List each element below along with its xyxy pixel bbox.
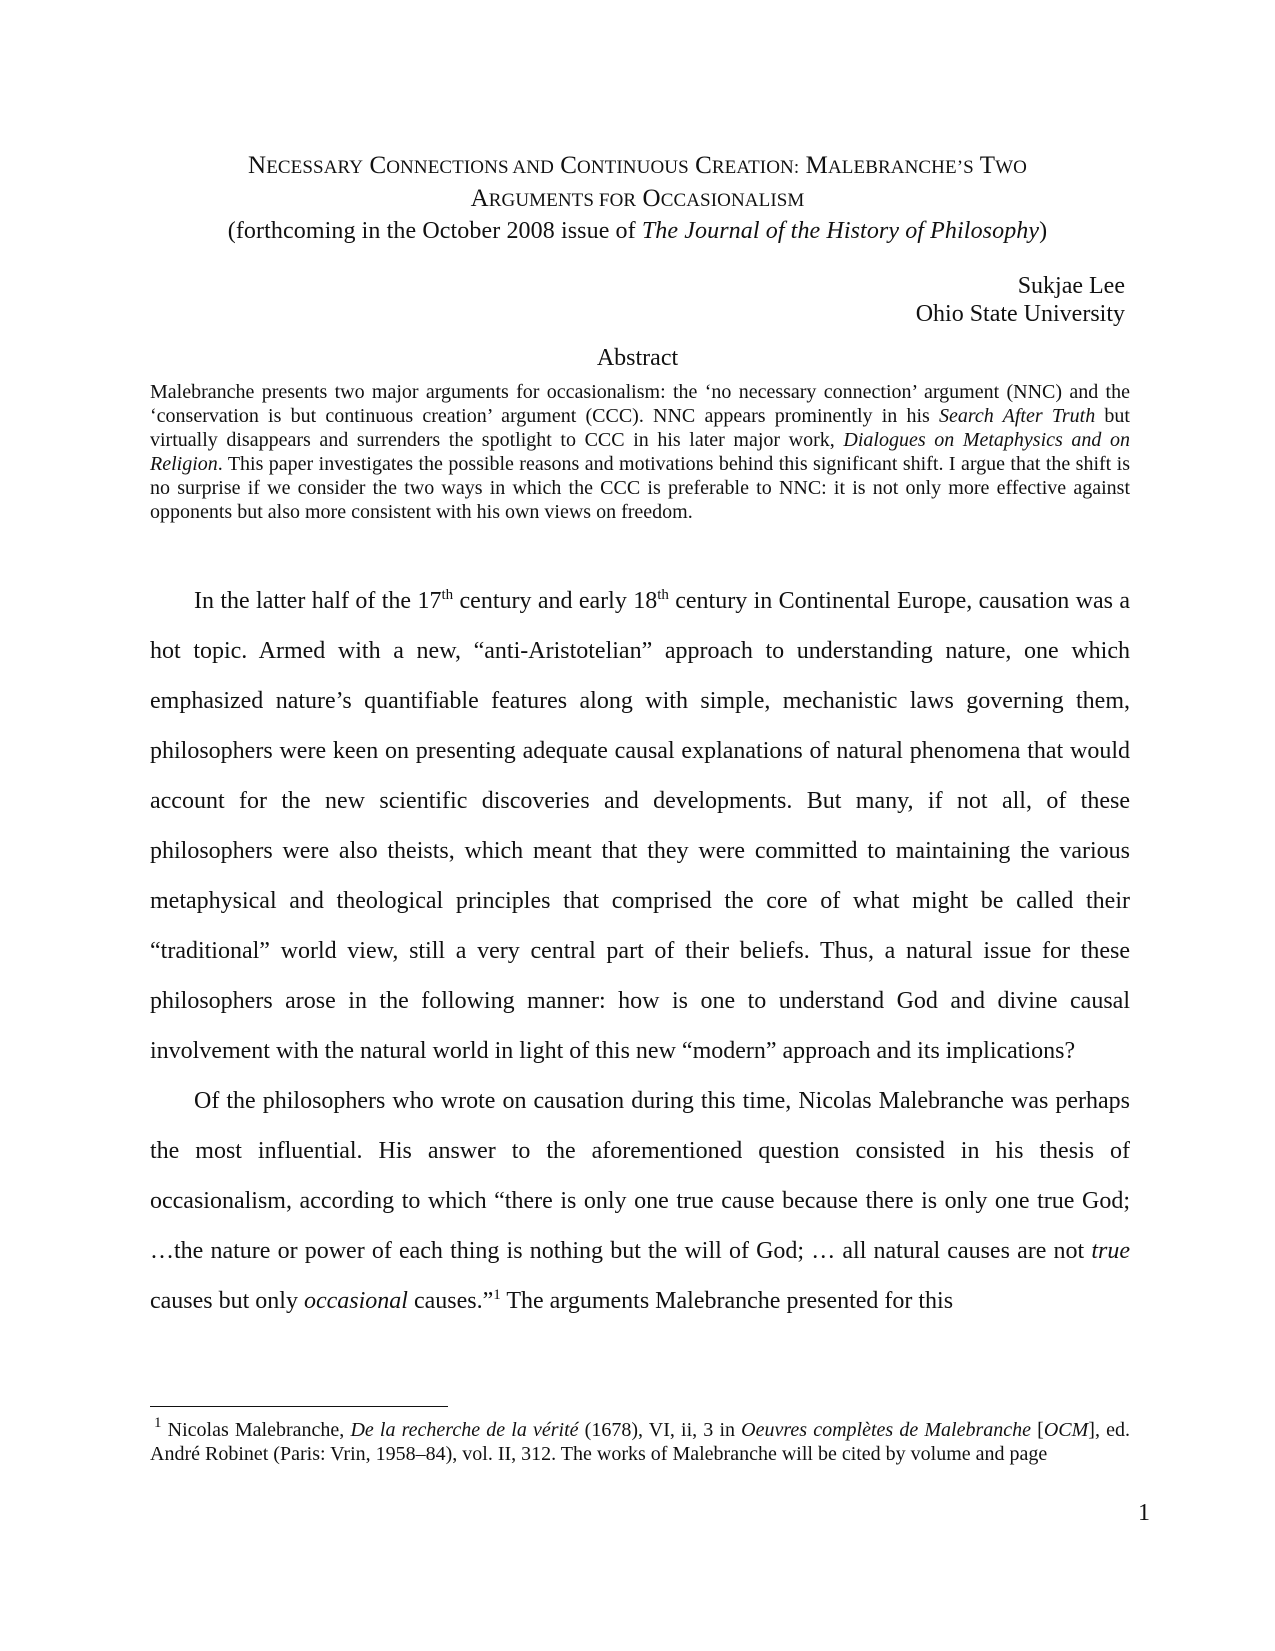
page-number: 1 [1138, 1500, 1150, 1526]
footnote-separator [150, 1406, 448, 1407]
paragraph-1: In the latter half of the 17th century and early 18th century in Continental Europe, causation was a hot topic. Armed with a new, “anti-Aristotelian” approach to understanding nature, one which emphasized nature’s quantifiable features along with simple, mechanistic laws governing them, philosophers were keen on presenting adequate causal explanations of natural phenomena that would account for the new scientific discoveries and developments. But many, if not all, of these philosophers were also theists, which meant that they were committed to maintaining the various metaphysical and theological principles that comprised the core of what might be called their “traditional” world view, still a very central part of their beliefs. Thus, a natural issue for these philosophers arose in the following manner: how is one to understand God and divine causal involvement with the natural world in light of this new “modern” approach and its implications? [150, 587, 1130, 1064]
author-name: Sukjae Lee [1017, 273, 1125, 299]
abstract-heading: Abstract [596, 345, 679, 371]
abstract-text: Malebranche presents two major arguments for occasionalism: the ‘no necessary connection’ argument (NNC) and the ‘conservation is but continuous creation’ argument (CCC). NNC appears prominently in his Search After Truth but virtually disappears and surrenders the spotlight to CCC in his later major work, Dialogues on Metaphysics and on Religion. This paper investigates the possible reasons and motivations behind this significant shift. I argue that the shift is no surprise if we consider the two ways in which the CCC is preferable to NNC: it is not only more effective against opponents but also more consistent with his own views on freedom. [150, 381, 1131, 523]
title-line-1: NECESSARY CONNECTIONS AND CONTINUOUS CREATION: MALEBRANCHE’S TWO [248, 152, 1027, 179]
footnote: $^1$ Nicolas Malebranche, De la recherche de la vérité (1678), VI, ii, 3 in Oeuvres complètes de Malebranche [OCM], ed. André Robinet (Paris: Vrin, 1958–84), vol. II, 312. The works of Malebranche will be cited by volume and page [150, 1415, 1130, 1465]
paragraph-2: Of the philosophers who wrote on causation during this time, Nicolas Malebranche was perhaps the most influential. His answer to the aforementioned question consisted in his thesis of occasionalism, according to which “there is only one true cause because there is only one true God; …the nature or power of each thing is nothing but the will of God; … all natural causes are not true causes but only occasional causes.”$^1$ The arguments Malebranche presented for this [150, 1088, 1130, 1314]
publication-note: (forthcoming in the October 2008 issue of The Journal of the History of Philosophy) [227, 218, 1048, 244]
title-line-2: ARGUMENTS FOR OCCASIONALISM [470, 185, 805, 212]
footnote-reference: 1 [493, 1287, 501, 1303]
body-text [150, 576, 1130, 1326]
footnote-number: 1 [154, 1415, 162, 1431]
journal-name: The Journal of the History of Philosophy [641, 218, 1040, 244]
author-affiliation: Ohio State University [915, 301, 1125, 327]
